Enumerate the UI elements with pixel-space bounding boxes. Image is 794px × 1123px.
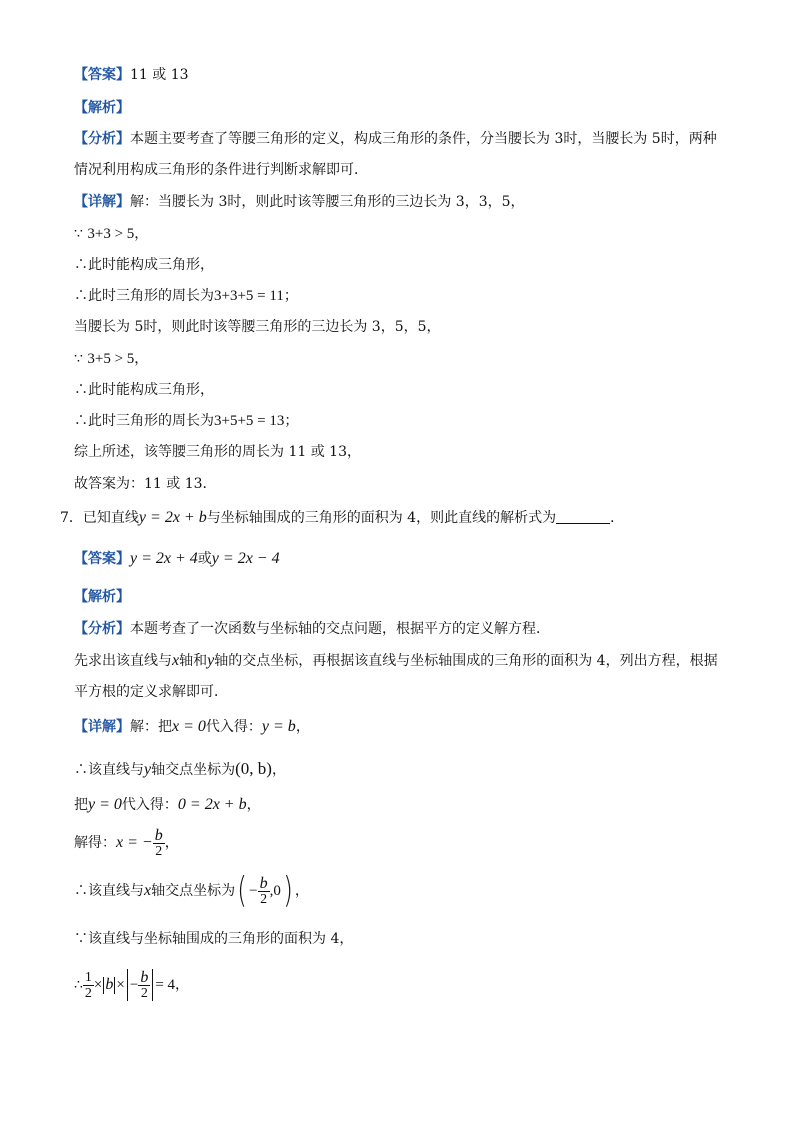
because-symbol: ∵	[74, 351, 88, 367]
detail-text: 轴交点坐标为	[151, 762, 236, 778]
y-intercept-point: (0, b)	[235, 759, 272, 778]
detail-text: 综上所述，该等腰三角形的周长为 11 或 13，	[74, 444, 361, 460]
detail-line-7	[74, 381, 214, 399]
detail-text: 当腰长为 5时，则此时该等腰三角形的三边长为 3，5，5，	[74, 319, 441, 335]
minus-sign: −	[129, 977, 139, 993]
punct: ，	[246, 797, 261, 813]
punct: ，	[164, 835, 179, 851]
abs-bar	[152, 969, 153, 1001]
solve-x: x = −	[116, 834, 153, 851]
var-y: y	[144, 761, 152, 778]
fraction-b-over-2	[153, 828, 165, 859]
question-text: 与坐标轴围成的三角形的面积为 4，则此直线的解析式为	[206, 510, 557, 526]
punct: ，	[134, 226, 149, 242]
detail2-line-6	[74, 930, 353, 948]
analysis-tag: 【解析】	[74, 589, 130, 605]
denominator: 2	[84, 985, 92, 1001]
fenxi-text: 先求出该直线与	[74, 653, 172, 669]
question-7	[60, 509, 624, 527]
sub-y-zero: y = 0	[88, 796, 122, 813]
line-equation: y = 2x + b	[138, 509, 207, 526]
punct: ，	[295, 719, 310, 735]
detail-line-8	[74, 412, 298, 430]
detail2-line-1	[74, 718, 310, 736]
perimeter-equation: 3+5+5 = 13	[214, 413, 285, 429]
detail-text: 代入得：	[205, 719, 262, 735]
punct: ，	[175, 977, 190, 993]
detail-tag: 【详解】	[74, 719, 130, 735]
perimeter-equation: 3+3+5 = 11	[214, 288, 284, 304]
punct: ；	[284, 413, 299, 429]
right-paren: )	[282, 870, 293, 911]
fenxi-text: 轴的交点坐标，再根据该直线与坐标轴围成的三角形的面积为 4，列出方程，根据	[214, 653, 718, 669]
fenxi-text: 轴和	[179, 653, 208, 669]
answer-equation-1: y = 2x + 4	[130, 550, 198, 567]
fenxi-text: 本题考查了一次函数与坐标轴的交点问题，根据平方的定义解方程．	[130, 621, 550, 637]
punct: ；	[283, 288, 298, 304]
result-y-b: y = b	[261, 718, 296, 735]
detail-text: 把	[74, 797, 88, 813]
var-y: y	[207, 652, 215, 669]
detail-line-5	[74, 318, 441, 336]
answer-tag: 【答案】	[74, 551, 130, 567]
times-sign: ×	[93, 977, 103, 993]
denominator: 2	[260, 891, 268, 907]
abs-bar	[127, 969, 128, 1001]
detail-text: ∵该直线与坐标轴围成的三角形的面积为 4，	[74, 931, 354, 947]
detail-line-2	[74, 225, 148, 243]
answer-blank	[556, 509, 610, 524]
detail-text: ∴此时能构成三角形，	[74, 257, 214, 273]
answer-line-1	[74, 66, 189, 84]
or-word: 或	[197, 551, 212, 567]
fenxi-line-2	[74, 161, 368, 179]
detail2-line-3	[74, 796, 261, 814]
var-x: x	[144, 882, 152, 899]
numerator: b	[154, 826, 163, 844]
detail-text: 解：当腰长为 3时，则此时该等腰三角形的三边长为 3，3，5，	[130, 194, 525, 210]
numerator: b	[140, 968, 149, 986]
punct: ，	[134, 351, 149, 367]
fenxi-text: 平方根的定义求解即可．	[74, 684, 228, 700]
detail-text: ∴该直线与	[74, 883, 144, 899]
detail-text: 轴交点坐标为	[151, 883, 236, 899]
detail-text: 代入得：	[121, 797, 178, 813]
numerator: b	[259, 874, 268, 892]
punct: ，	[294, 883, 309, 899]
detail2-line-4	[74, 826, 179, 860]
analysis-tag: 【解析】	[74, 100, 130, 116]
equation-zero: 0 = 2x + b	[177, 796, 247, 813]
times-sign: ×	[116, 977, 125, 993]
denominator: 2	[140, 985, 148, 1001]
detail-line-10	[74, 475, 217, 493]
equals-four: = 4	[155, 977, 176, 993]
fraction-one-half	[83, 970, 94, 1001]
fenxi-text-2: 情况利用构成三角形的条件进行判断求解即可．	[74, 162, 368, 178]
answer-line-2	[74, 550, 280, 568]
detail-text: 故答案为：11 或 13．	[74, 476, 217, 492]
var-x: x	[172, 652, 180, 669]
detail-line-9	[74, 443, 361, 461]
inequality: 3+3 > 5	[87, 226, 135, 242]
fenxi2-line-1	[74, 620, 550, 638]
question-prefix: 7．已知直线	[60, 510, 139, 526]
detail-line-4	[74, 287, 298, 305]
sub-x-zero: x = 0	[172, 718, 206, 735]
punct: ，	[271, 762, 286, 778]
answer-tag: 【答案】	[74, 67, 130, 83]
numerator: 1	[84, 969, 92, 985]
punct: ．	[610, 510, 625, 526]
detail-text: 解：把	[130, 719, 172, 735]
fraction-b-over-2	[138, 970, 150, 1001]
detail-text: 解得：	[74, 835, 116, 851]
detail-text: ∴此时三角形的周长为	[74, 413, 214, 429]
analysis-heading-1	[74, 99, 130, 117]
fenxi-line-1	[74, 130, 717, 148]
detail2-line-7	[74, 966, 189, 1004]
detail-line-1	[74, 193, 525, 211]
fraction-b-over-2	[258, 876, 270, 907]
because-symbol: ∵	[74, 226, 88, 242]
fenxi2-line-2	[74, 652, 718, 670]
detail-text: ∴该直线与	[74, 762, 144, 778]
inequality: 3+5 > 5	[87, 351, 135, 367]
denominator: 2	[155, 843, 163, 859]
fenxi-tag: 【分析】	[74, 131, 130, 147]
answer-equation-2: y = 2x − 4	[211, 550, 280, 567]
point-tail: ,0	[269, 883, 281, 899]
fenxi2-line-3	[74, 683, 228, 701]
detail-line-6	[74, 350, 148, 368]
detail-line-3	[74, 256, 214, 274]
analysis-heading-2	[74, 588, 130, 606]
detail-tag: 【详解】	[74, 194, 130, 210]
fenxi-tag: 【分析】	[74, 621, 130, 637]
minus-sign: −	[249, 883, 258, 899]
detail2-line-5	[74, 871, 309, 911]
detail-text: ∴此时能构成三角形，	[74, 382, 214, 398]
var-b: b	[105, 976, 114, 993]
answer-text: 11 或 13	[130, 67, 189, 83]
therefore-symbol: ∴	[74, 977, 83, 993]
left-paren: (	[237, 870, 248, 911]
fenxi-text: 本题主要考查了等腰三角形的定义，构成三角形的条件，分当腰长为 3时，当腰长为 5时，两种	[130, 131, 717, 147]
detail-text: ∴此时三角形的周长为	[74, 288, 214, 304]
detail2-line-2	[74, 760, 286, 779]
